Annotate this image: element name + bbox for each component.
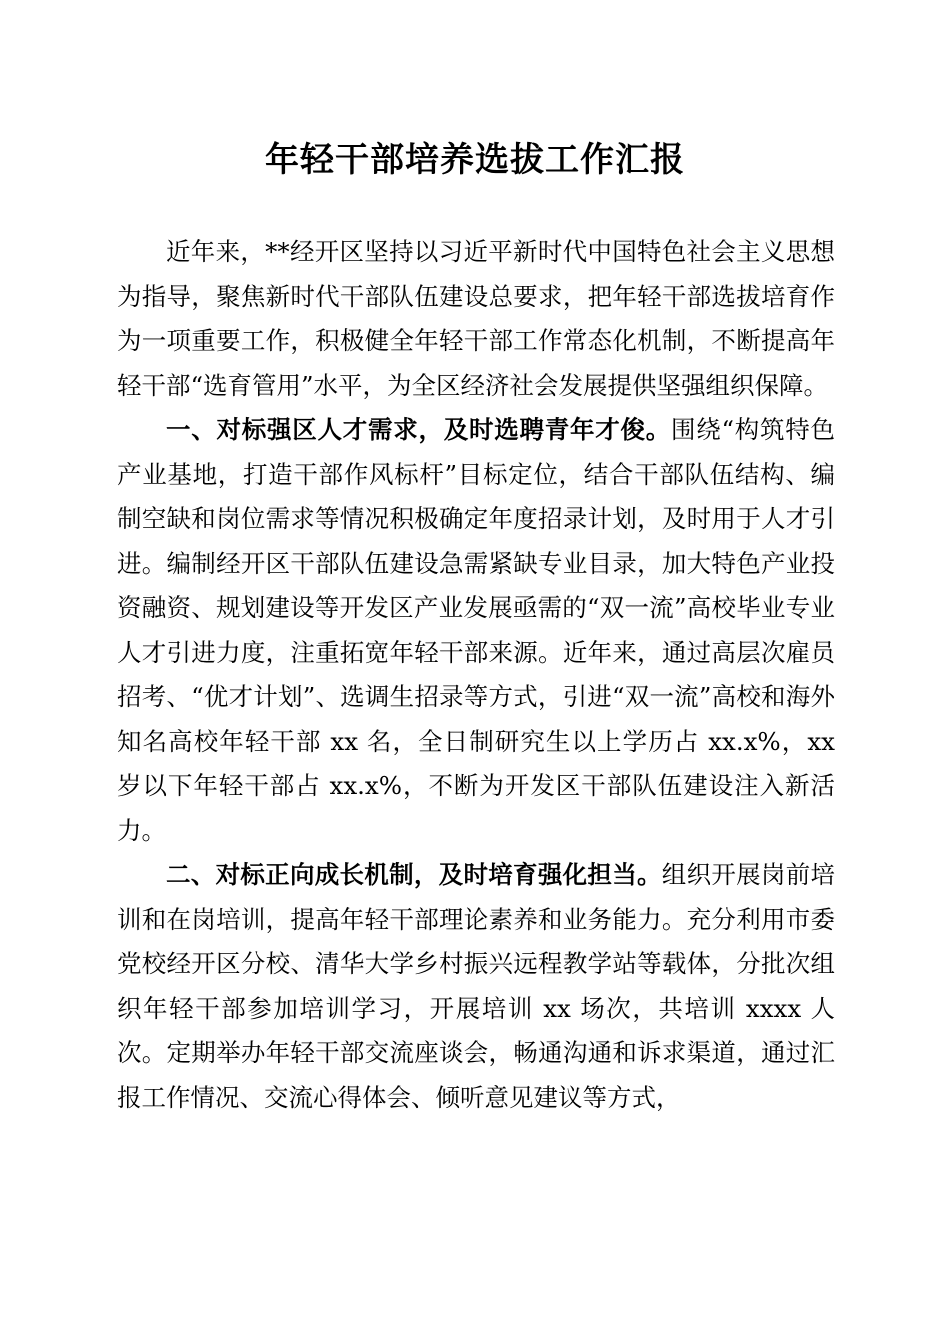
paragraph-text: 组织开展岗前培训和在岗培训，提高年轻干部理论素养和业务能力。充分利用市委党校经开区分校、清华大学乡村振兴远程教学站等载体，分批次组织年轻干部参加培训学习，开展培训 xx 场次，共培训 xxxx 人次。定期举办年轻干部交流座谈会，畅通沟通和诉求渠道，通过汇报工作情况、交流心得体会、倾听意见建议等方式，	[117, 860, 836, 1112]
section-heading: 一、对标强区人才需求，及时选聘青年才俊。	[166, 415, 671, 444]
section-one-paragraph	[117, 408, 835, 853]
document-body	[117, 230, 835, 1120]
section-two-paragraph	[117, 853, 835, 1120]
document-title: 年轻干部培养选拔工作汇报	[265, 140, 685, 180]
section-heading: 二、对标正向成长机制，及时培育强化担当。	[166, 860, 662, 889]
intro-paragraph	[117, 230, 835, 408]
paragraph-text: 近年来，**经开区坚持以习近平新时代中国特色社会主义思想为指导，聚焦新时代干部队伍建设总要求，把年轻干部选拔培育作为一项重要工作，积极健全年轻干部工作常态化机制，不断提高年轻干部“选育管用”水平，为全区经济社会发展提供坚强组织保障。	[117, 237, 835, 400]
paragraph-text: 围绕“构筑特色产业基地，打造干部作风标杆”目标定位，结合干部队伍结构、编制空缺和岗位需求等情况积极确定年度招录计划，及时用于人才引进。编制经开区干部队伍建设急需紧缺专业目录，加大特色产业投资融资、规划建设等开发区产业发展亟需的“双一流”高校毕业专业人才引进力度，注重拓宽年轻干部来源。近年来，通过高层次雇员招考、“优才计划”、选调生招录等方式，引进“双一流”高校和海外知名高校年轻干部 xx 名，全日制研究生以上学历占 xx.x%，xx 岁以下年轻干部占 xx.x%，不断为开发区干部队伍建设注入新活力。	[117, 415, 836, 845]
